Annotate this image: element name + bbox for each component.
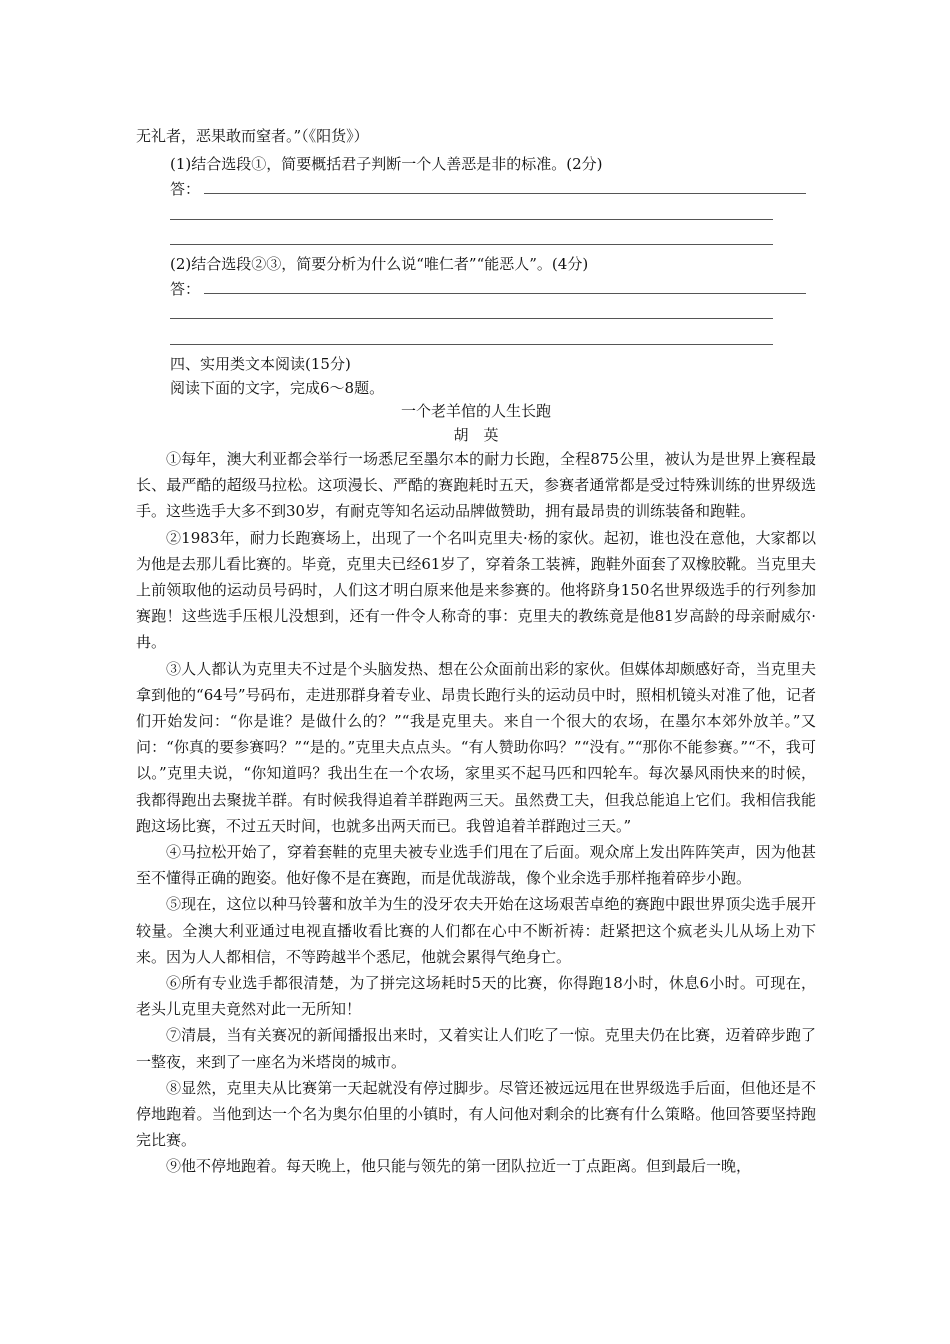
article-paragraph: ②1983年，耐力长跑赛场上，出现了一个名叫克里夫·杨的家伙。起初，谁也没在意他，大家都以为他是去那儿看比赛的。毕竟，克里夫已经61岁了，穿着条工装裤，跑鞋外面套了双橡胶靴。当克里夫上前领取他的运动员号码时，人们这才明白原来他是来参赛的。他将跻身150名世界级选手的行列参加赛跑！这些选手压根儿没想到，还有一件令人称奇的事：克里夫的教练竟是他81岁高龄的母亲耐威尔·冉。 (136, 528, 816, 652)
article-paragraph: ④马拉松开始了，穿着套鞋的克里夫被专业选手们甩在了后面。观众席上发出阵阵笑声，因为他甚至不懂得正确的跑姿。他好像不是在赛跑，而是优哉游哉，像个业余选手那样拖着碎步小跑。 (136, 843, 816, 888)
answer-line[interactable] (170, 219, 773, 220)
article-paragraph: ⑥所有专业选手都很清楚，为了拼完这场耗时5天的比赛，你得跑18小时，休息6小时。可现在，老头儿克里夫竟然对此一无所知！ (136, 974, 816, 1019)
article-paragraph: ⑧显然，克里夫从比赛第一天起就没有停过脚步。尽管还被远远甩在世界级选手后面，但他还是不停地跑着。当他到达一个名为奥尔伯里的小镇时，有人问他对剩余的比赛有什么策略。他回答要坚持跑完比赛。 (136, 1078, 816, 1150)
article-author: 胡 英 (453, 426, 499, 444)
answer-line[interactable] (170, 244, 773, 245)
article-paragraph: ⑦清晨，当有关赛况的新闻播报出来时，又着实让人们吃了一惊。克里夫仍在比赛，迈着碎步跑了一整夜，来到了一座名为米塔岗的城市。 (136, 1026, 816, 1071)
section-heading: 四、实用类文本阅读(15分) (170, 355, 351, 373)
article-paragraph: ⑤现在，这位以种马铃薯和放羊为生的没牙农夫开始在这场艰苦卓绝的赛跑中跟世界顶尖选手展开较量。全澳大利亚通过电视直播收看比赛的人们都在心中不断祈祷：赶紧把这个疯老头儿从场上劝下来。因为人人都相信，不等跨越半个悉尼，他就会累得气绝身亡。 (136, 895, 816, 966)
previous-text-tail: 无礼者，恶果敢而窒者。”（《阳货》） (136, 127, 369, 145)
answer-line[interactable] (170, 318, 773, 319)
article-paragraph: ③人人都认为克里夫不过是个头脑发热、想在公众面前出彩的家伙。但媒体却颇感好奇，当克里夫拿到他的“64号”号码布，走进那群身着专业、昂贵长跑行头的运动员中时，照相机镜头对准了他，记者们开始发问：“你是谁？是做什么的？”“我是克里夫。来自一个很大的农场，在墨尔本郊外放羊。”又问：“你真的要参赛吗？”“是的。”克里夫点点头。“有人赞助你吗？”“没有。”“那你不能参赛。”“不，我可以。”克里夫说，“你知道吗？我出生在一个农场，家里买不起马匹和四轮车。每次暴风雨快来的时候，我都得跑出去聚拢羊群。有时候我得追着羊群跑两三天。虽然费工夫，但我总能追上它们。我相信我能跑这场比赛，不过五天时间，也就多出两天而已。我曾追着羊群跑过三天。” (136, 659, 816, 835)
question-1-prompt: (1)结合选段①，简要概括君子判断一个人善恶是非的标准。(2分) (170, 155, 603, 173)
article-body (136, 446, 816, 1180)
question-2-answer-label: 答： (170, 280, 201, 298)
question-1-answer-label: 答： (170, 180, 201, 198)
answer-line[interactable] (204, 293, 806, 294)
article-paragraph: ①每年，澳大利亚都会举行一场悉尼至墨尔本的耐力长跑，全程875公里，被认为是世界上赛程最长、最严酷的超级马拉松。这项漫长、严酷的赛跑耗时五天，参赛者通常都是受过特殊训练的世界级选手。这些选手大多不到30岁，有耐克等知名运动品牌做赞助，拥有最昂贵的训练装备和跑鞋。 (136, 450, 816, 521)
answer-line[interactable] (170, 344, 773, 345)
article-paragraph: ⑨他不停地跑着。每天晚上，他只能与领先的第一团队拉近一丁点距离。但到最后一晚， (166, 1157, 752, 1176)
section-instruction: 阅读下面的文字，完成6～8题。 (170, 379, 385, 397)
question-2-prompt: (2)结合选段②③，简要分析为什么说“唯仁者”“能恶人”。(4分) (170, 255, 589, 273)
answer-line[interactable] (204, 193, 806, 194)
article-title: 一个老羊倌的人生长跑 (400, 402, 551, 420)
